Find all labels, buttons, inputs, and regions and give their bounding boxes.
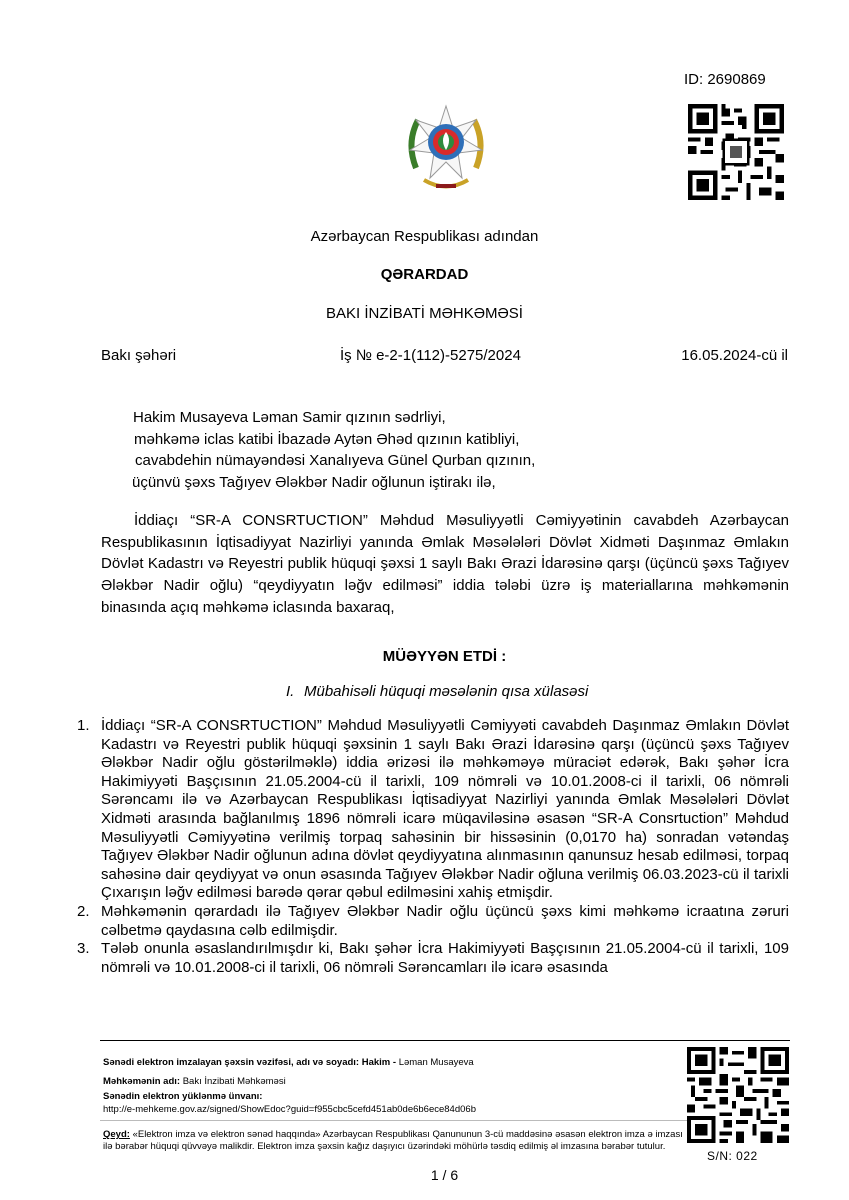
- case-number: İş № e-2-1(112)-5275/2024: [340, 347, 521, 364]
- note-label: Qeyd:: [103, 1129, 130, 1140]
- court-name: BAKI İNZİBATİ MƏHKƏMƏSİ: [326, 305, 523, 322]
- document-id: ID: 2690869: [684, 71, 766, 88]
- city: Bakı şəhəri: [101, 347, 177, 364]
- document-type: QƏRARDAD: [380, 266, 469, 283]
- decision-date: 16.05.2024-cü il: [681, 347, 788, 364]
- qr-code-icon: [684, 100, 788, 204]
- parties-block: [133, 407, 535, 493]
- item-number: 2.: [77, 902, 90, 920]
- list-item: [77, 717, 789, 903]
- note-text: «Elektron imza və elektron sənəd haqqında» Azərbaycan Respublikası Qanununun 3-cü maddəsinə əsasən elektron imza ə imzası ilə bərabər hüquqi qüvvəyə malikdir. Elektron imza şəxsin kağız daşıyıcı üzərindəki möhürlə təsdiq edilmiş əl imzasına bərabər tutulur.: [103, 1129, 683, 1152]
- party-line: üçünvü şəxs Tağıyev Ələkbər Nadir oğlunun iştirakı ilə,: [132, 473, 496, 491]
- note-divider: [100, 1120, 690, 1121]
- intro-paragraph: İddiaçı “SR-A CONSRTUCTION” Məhdud Məsuliyyətli Cəmiyyətinin cavabdeh Azərbaycan Respublikasının İqtisadiyyat Nazirliyi yanında Əmlak Məsələləri Dövlət Xidməti Daşınmaz Əmlakın Dövlət Kadastrı və Reyestri publik hüquqi şəxsi 1 saylı Bakı Ərazi İdarəsinə qarşı (üçüncü şəxs Tağıyev Ələkbər Nadir oğlu) “qeydiyyatın ləğv edilməsi” iddia tələbi üzrə iş materiallarına məhkəmənin binasında açıq məhkəmə iclasında baxaraq,: [101, 512, 789, 616]
- list-item: [77, 903, 789, 940]
- section-number: I.: [286, 683, 295, 700]
- signer-value: Ləman Musayeva: [398, 1057, 474, 1068]
- republic-line: Azərbaycan Respublikası adından: [310, 228, 539, 245]
- document-url-link[interactable]: http://e-mehkeme.gov.az/signed/ShowEdoc?guid=f955cbc5cefd451ab0de6b6ece84d06b: [103, 1104, 476, 1115]
- item-text: Tələb onunla əsaslandırılmışdır ki, Bakı şəhər İcra Hakimiyyəti Başçısının 21.05.2004-cü il tarixli, 109 nömrəli və 10.01.2008-ci il tarixli, 06 nömrəli Sərəncamları ilə icarə əsasında: [101, 940, 789, 976]
- list-item: [77, 940, 789, 977]
- item-number: 1.: [77, 717, 90, 734]
- page-number: 1 / 6: [430, 1167, 459, 1183]
- court-line: [103, 1076, 286, 1087]
- court-label: Məhkəmənin adı:: [103, 1076, 181, 1087]
- party-line: Hakim Musayeva Ləman Samir qızının sədrliyi,: [133, 409, 446, 426]
- signer-line: [103, 1057, 474, 1068]
- court-value: Bakı İnzibati Məhkəməsi: [182, 1076, 286, 1087]
- party-line: məhkəmə iclas katibi İbazadə Aytən Əhəd qızının katibliyi,: [134, 430, 520, 448]
- item-text: Məhkəmənin qərardadı ilə Tağıyev Ələkbər Nadir oğlu üçüncü şəxs kimi məhkəmə icraatına zəruri cəlbetmə qaydasına cəlb edilmişdir.: [101, 902, 789, 939]
- found-heading: MÜƏYYƏN ETDİ :: [382, 648, 507, 665]
- item-number: 3.: [77, 940, 90, 958]
- serial-number: S/N: 022: [707, 1149, 758, 1163]
- footer-divider: [100, 1040, 790, 1041]
- party-line: cavabdehin nümayəndəsi Xanalıyeva Günel Qurban qızının,: [135, 452, 536, 469]
- section-title: Mübahisəli hüquqi məsələnin qısa xülasəsi: [304, 683, 589, 700]
- signer-label: Sənədi elektron imzalayan şəxsin vəzifəsi, adı və soyadı: Hakim -: [103, 1057, 397, 1068]
- legal-note: [103, 1129, 689, 1152]
- url-label: Sənədin elektron yüklənmə ünvanı:: [103, 1091, 263, 1102]
- numbered-list: [77, 717, 789, 977]
- state-emblem-icon: [396, 98, 496, 198]
- qr-code-icon: [687, 1047, 789, 1143]
- item-text: İddiaçı “SR-A CONSRTUCTION” Məhdud Məsuliyyətli Cəmiyyəti cavabdeh Daşınmaz Əmlakın Dövlət Kadastrı və Reyestri publik hüquqi şəxsinin 1 saylı Bakı Ərazi İdarəsinə qarşı (üçüncü şəxs Tağıyev Ələkbər Nadir oğlu göstərilməklə) iddia ərizəsi ilə məhkəməyə müraciət edərək, Bakı şəhər İcra Hakimiyyəti Başçısının 21.05.2004-cü il tarixli, 109 nömrəli və 10.01.2008-ci il tarixli, 06 nömrəli Sərəncamı ilə və Azərbaycan Respublikası İqtisadiyyat Nazirliyi yanında Əmlak Məsələləri Dövlət Xidməti arasında bağlanılmış 1896 nömrəli icarə müqaviləsinə əsasən “SR-A Consrtuction” Məhdud Məsuliyyətli Cəmiyyətinə verilmiş torpaq sahəsinin bir hissəsinin (0,0170 ha) sonradan vətəndaş Tağıyev Ələkbər Nadir oğlunun adına dövlət qeydiyyatına alınmasının qanunsuz hesab edilməsi, torpaq sahəsinə dair qeydiyyat və onun əsasında Tağıyev Ələkbər Nadir oğluna verilmiş 06.03.2023-cü il tarixli Çıxarışın ləğv edilməsi barədə qərar qəbul edilməsini xahiş etmişdir.: [101, 717, 789, 902]
- section-heading: [286, 683, 588, 700]
